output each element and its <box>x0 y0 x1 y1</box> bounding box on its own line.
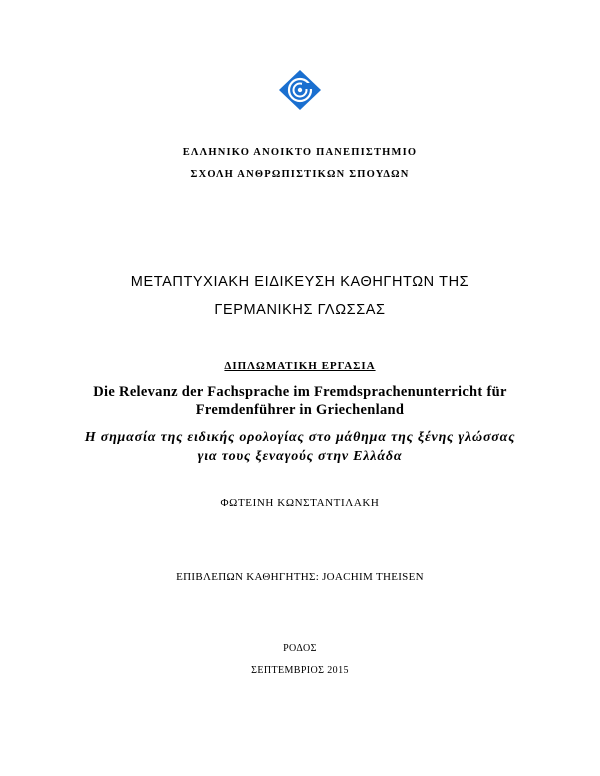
thesis-title-greek-line-1: Η σημασία της ειδικής ορολογίας στο μάθημα της ξένης γλώσσας <box>84 430 516 445</box>
thesis-title-german-line-1: Die Relevanz der Fachsprache im Fremdsprachenunterricht für <box>93 384 507 400</box>
thesis-title-greek-line-2: για τους ξεναγούς στην Ελλάδα <box>197 449 403 464</box>
supervisor: ΕΠΙΒΛΕΠΩΝ ΚΑΘΗΓΗΤΗΣ: JOACHIM THEISEN <box>176 571 424 583</box>
university-logo-icon <box>278 69 322 111</box>
thesis-label: ΔΙΠΛΩΜΑΤΙΚΗ ΕΡΓΑΣΙΑ <box>224 360 376 372</box>
program-title-line-2: ΓΕΡΜΑΝΙΚΗΣ ΓΛΩΣΣΑΣ <box>214 302 386 318</box>
university-name: ΕΛΛΗΝΙΚΟ ΑΝΟΙΚΤΟ ΠΑΝΕΠΙΣΤΗΜΙΟ <box>182 147 418 158</box>
city: ΡΟΔΟΣ <box>283 643 317 654</box>
thesis-title-german-line-2: Fremdenführer in Griechenland <box>195 402 405 418</box>
date: ΣΕΠΤΕΜΒΡΙΟΣ 2015 <box>251 665 349 676</box>
school-name: ΣΧΟΛΗ ΑΝΘΡΩΠΙΣΤΙΚΩΝ ΣΠΟΥΔΩΝ <box>190 169 410 180</box>
author-name: ΦΩΤΕΙΝΗ ΚΩΝΣΤΑΝΤΙΛΑΚΗ <box>220 497 380 509</box>
program-title-line-1: ΜΕΤΑΠΤΥΧΙΑΚΗ ΕΙΔΙΚΕΥΣΗ ΚΑΘΗΓΗΤΩΝ ΤΗΣ <box>130 274 470 290</box>
